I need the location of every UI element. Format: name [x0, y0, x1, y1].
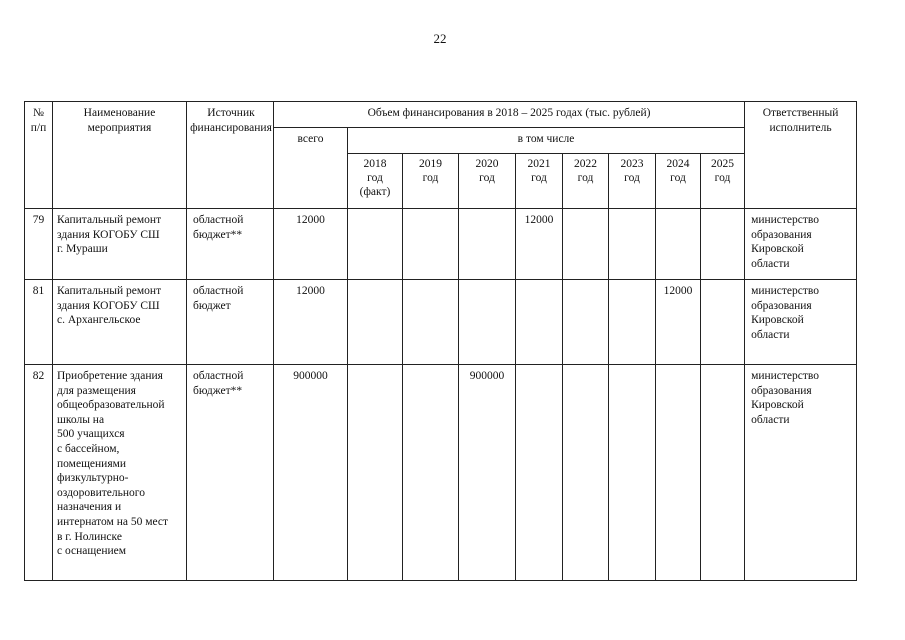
row-year-2023 [609, 365, 656, 581]
header-year-2021: 2021 год [516, 154, 563, 209]
row-year-2019 [403, 280, 459, 365]
header-year-2024: 2024 год [656, 154, 701, 209]
row-year-2023 [609, 209, 656, 280]
row-year-2025 [701, 280, 745, 365]
row-source: областной бюджет [187, 280, 274, 365]
row-responsible: министерство образования Кировской области [745, 209, 857, 280]
row-responsible: министерство образования Кировской области [745, 280, 857, 365]
table-header [25, 102, 857, 209]
header-year-2020: 2020 год [459, 154, 516, 209]
header-year-2019: 2019 год [403, 154, 459, 209]
row-year-2018 [348, 280, 403, 365]
header-including: в том числе [348, 128, 745, 154]
header-funding-volume: Объем финансирования в 2018 – 2025 годах (тыс. рублей) [274, 102, 745, 128]
header-row-1 [25, 102, 857, 128]
row-name: Капитальный ремонт здания КОГОБУ СШ с. Архангельское [53, 280, 187, 365]
header-name: Наименование мероприятия [53, 102, 187, 209]
row-year-2024: 12000 [656, 280, 701, 365]
row-year-2020 [459, 209, 516, 280]
row-year-2022 [563, 365, 609, 581]
table-row [25, 209, 857, 280]
row-year-2025 [701, 209, 745, 280]
row-source: областной бюджет** [187, 365, 274, 581]
row-total: 12000 [274, 209, 348, 280]
row-year-2022 [563, 280, 609, 365]
table-body [25, 209, 857, 581]
header-year-2018: 2018 год (факт) [348, 154, 403, 209]
row-source: областной бюджет** [187, 209, 274, 280]
header-year-2023: 2023 год [609, 154, 656, 209]
row-year-2021 [516, 365, 563, 581]
row-number: 82 [25, 365, 53, 581]
header-num: № п/п [25, 102, 53, 209]
row-year-2018 [348, 365, 403, 581]
header-responsible: Ответственный исполнитель [745, 102, 857, 209]
row-year-2024 [656, 209, 701, 280]
row-total: 900000 [274, 365, 348, 581]
header-total: всего [274, 128, 348, 209]
row-name: Приобретение здания для размещения общеобразовательной школы на 500 учащихся с бассейном, помещениями физкультурно- оздоровительного назначения и интернатом на 50 мест в г. Нолинске с оснащением [53, 365, 187, 581]
row-year-2020: 900000 [459, 365, 516, 581]
row-year-2025 [701, 365, 745, 581]
row-year-2019 [403, 209, 459, 280]
row-year-2022 [563, 209, 609, 280]
row-total: 12000 [274, 280, 348, 365]
funding-table [24, 101, 857, 581]
header-source: Источник финансирования [187, 102, 274, 209]
row-year-2023 [609, 280, 656, 365]
row-name: Капитальный ремонт здания КОГОБУ СШ г. Мураши [53, 209, 187, 280]
row-number: 79 [25, 209, 53, 280]
row-number: 81 [25, 280, 53, 365]
row-year-2024 [656, 365, 701, 581]
table-row [25, 365, 857, 581]
row-year-2020 [459, 280, 516, 365]
row-year-2021 [516, 280, 563, 365]
table-row [25, 280, 857, 365]
page-number: 22 [433, 31, 447, 46]
row-year-2018 [348, 209, 403, 280]
row-year-2021: 12000 [516, 209, 563, 280]
row-year-2019 [403, 365, 459, 581]
header-year-2025: 2025 год [701, 154, 745, 209]
header-year-2022: 2022 год [563, 154, 609, 209]
row-responsible: министерство образования Кировской области [745, 365, 857, 581]
